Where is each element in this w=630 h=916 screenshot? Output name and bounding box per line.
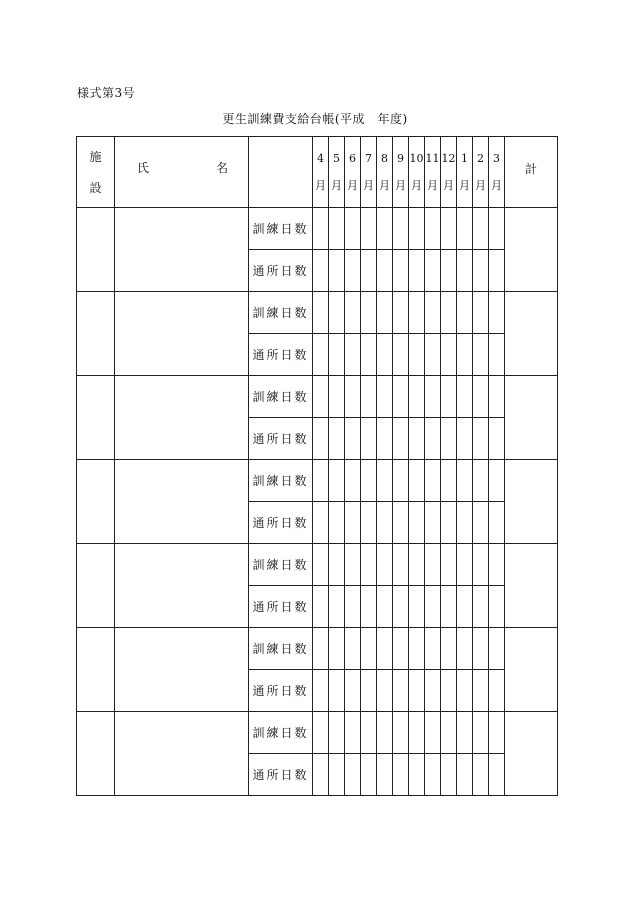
month-value-cell[interactable] [457,418,473,460]
month-value-cell[interactable] [393,460,409,502]
month-value-cell[interactable] [473,334,489,376]
month-unit: 月 [315,178,326,192]
month-header [393,137,409,208]
facility-cell[interactable] [77,460,115,544]
facility-header-char: 設 [89,181,102,195]
month-value-cell[interactable] [313,418,329,460]
facility-cell[interactable] [77,544,115,628]
month-header [473,137,489,208]
row-label: 通所日数 [249,586,313,628]
month-value-cell[interactable] [489,250,505,292]
form-number: 様式第3号 [77,86,136,100]
month-value-cell[interactable] [409,712,425,754]
month-value-cell[interactable] [425,418,441,460]
name-cell[interactable] [115,544,249,628]
month-value-cell[interactable] [457,334,473,376]
ledger-table [76,136,558,796]
month-value-cell[interactable] [393,292,409,334]
month-value-cell[interactable] [473,754,489,796]
month-unit: 月 [475,178,486,192]
category-header [249,137,313,208]
month-value-cell[interactable] [425,712,441,754]
month-value-cell[interactable] [361,502,377,544]
month-value-cell[interactable] [441,544,457,586]
month-value-cell[interactable] [441,250,457,292]
month-value-cell[interactable] [409,292,425,334]
month-value-cell[interactable] [345,754,361,796]
name-cell[interactable] [115,712,249,796]
month-value-cell[interactable] [361,586,377,628]
month-value-cell[interactable] [441,628,457,670]
name-cell[interactable] [115,208,249,292]
month-unit: 月 [347,178,358,192]
month-value-cell[interactable] [313,460,329,502]
month-value-cell[interactable] [329,418,345,460]
month-unit: 月 [331,178,342,192]
facility-cell[interactable] [77,712,115,796]
record-row-training-days [77,460,558,502]
row-label: 訓練日数 [249,376,313,418]
month-value-cell[interactable] [313,712,329,754]
month-value-cell[interactable] [345,250,361,292]
month-value-cell[interactable] [425,292,441,334]
month-value-cell[interactable] [473,460,489,502]
month-value-cell[interactable] [345,586,361,628]
month-value-cell[interactable] [489,628,505,670]
month-value-cell[interactable] [489,208,505,250]
month-unit: 月 [427,178,438,192]
month-value-cell[interactable] [329,670,345,712]
month-number: 6 [349,151,356,165]
month-number: 9 [397,151,404,165]
month-value-cell[interactable] [473,544,489,586]
month-value-cell[interactable] [457,754,473,796]
month-value-cell[interactable] [473,376,489,418]
month-number: 7 [365,151,372,165]
month-value-cell[interactable] [329,460,345,502]
facility-cell[interactable] [77,208,115,292]
month-value-cell[interactable] [313,208,329,250]
month-value-cell[interactable] [361,754,377,796]
month-value-cell[interactable] [393,754,409,796]
month-value-cell[interactable] [409,754,425,796]
month-number: 10 [409,151,424,165]
month-value-cell[interactable] [393,376,409,418]
month-header [345,137,361,208]
month-value-cell[interactable] [377,334,393,376]
month-value-cell[interactable] [377,502,393,544]
month-value-cell[interactable] [377,208,393,250]
month-value-cell[interactable] [457,628,473,670]
month-value-cell[interactable] [457,502,473,544]
month-value-cell[interactable] [313,544,329,586]
month-value-cell[interactable] [345,628,361,670]
total-cell[interactable] [505,544,558,628]
name-cell[interactable] [115,460,249,544]
month-unit: 月 [395,178,406,192]
total-cell[interactable] [505,628,558,712]
month-value-cell[interactable] [393,670,409,712]
month-value-cell[interactable] [345,292,361,334]
month-value-cell[interactable] [361,544,377,586]
month-number: 1 [461,151,468,165]
month-value-cell[interactable] [361,418,377,460]
month-header [329,137,345,208]
month-value-cell[interactable] [409,418,425,460]
month-value-cell[interactable] [425,250,441,292]
month-unit: 月 [363,178,374,192]
month-value-cell[interactable] [345,670,361,712]
month-value-cell[interactable] [425,754,441,796]
total-cell[interactable] [505,376,558,460]
month-value-cell[interactable] [409,670,425,712]
month-value-cell[interactable] [345,376,361,418]
month-header [425,137,441,208]
month-value-cell[interactable] [473,208,489,250]
name-cell[interactable] [115,292,249,376]
month-value-cell[interactable] [425,628,441,670]
month-header [377,137,393,208]
row-label: 訓練日数 [249,208,313,250]
month-header [489,137,505,208]
month-value-cell[interactable] [409,334,425,376]
month-value-cell[interactable] [345,502,361,544]
month-value-cell[interactable] [489,376,505,418]
month-value-cell[interactable] [313,628,329,670]
month-value-cell[interactable] [377,376,393,418]
row-label: 訓練日数 [249,712,313,754]
month-header [441,137,457,208]
month-value-cell[interactable] [489,502,505,544]
month-value-cell[interactable] [473,670,489,712]
month-value-cell[interactable] [393,418,409,460]
month-number: 2 [477,151,484,165]
row-label: 訓練日数 [249,628,313,670]
month-value-cell[interactable] [345,418,361,460]
month-value-cell[interactable] [489,418,505,460]
facility-cell[interactable] [77,292,115,376]
month-value-cell[interactable] [313,670,329,712]
month-value-cell[interactable] [441,460,457,502]
month-value-cell[interactable] [425,334,441,376]
total-header [505,137,558,208]
month-value-cell[interactable] [409,628,425,670]
month-value-cell[interactable] [377,628,393,670]
month-value-cell[interactable] [441,334,457,376]
month-value-cell[interactable] [441,754,457,796]
month-value-cell[interactable] [425,376,441,418]
month-value-cell[interactable] [393,628,409,670]
total-header-label: 計 [524,161,537,176]
month-value-cell[interactable] [377,544,393,586]
month-value-cell[interactable] [313,250,329,292]
month-number: 12 [441,151,456,165]
month-value-cell[interactable] [457,670,473,712]
month-value-cell[interactable] [489,334,505,376]
month-value-cell[interactable] [441,376,457,418]
month-value-cell[interactable] [329,250,345,292]
month-value-cell[interactable] [441,208,457,250]
record-row-training-days [77,628,558,670]
month-value-cell[interactable] [425,670,441,712]
month-value-cell[interactable] [377,670,393,712]
month-value-cell[interactable] [441,292,457,334]
name-cell[interactable] [115,628,249,712]
name-cell[interactable] [115,376,249,460]
month-value-cell[interactable] [457,460,473,502]
month-header [313,137,329,208]
month-number: 4 [317,151,324,165]
month-number: 3 [493,151,500,165]
month-value-cell[interactable] [361,712,377,754]
month-value-cell[interactable] [489,292,505,334]
row-label: 訓練日数 [249,460,313,502]
name-header-char: 氏 [137,160,150,175]
month-value-cell[interactable] [409,544,425,586]
month-value-cell[interactable] [473,712,489,754]
month-unit: 月 [443,178,454,192]
month-value-cell[interactable] [473,502,489,544]
facility-cell[interactable] [77,628,115,712]
month-value-cell[interactable] [441,502,457,544]
month-number: 5 [333,151,340,165]
month-unit: 月 [491,178,502,192]
month-value-cell[interactable] [313,376,329,418]
month-value-cell[interactable] [473,586,489,628]
month-value-cell[interactable] [377,250,393,292]
header-row [77,137,558,208]
record-row-training-days [77,376,558,418]
month-value-cell[interactable] [457,712,473,754]
record-row-training-days [77,544,558,586]
row-label: 訓練日数 [249,292,313,334]
month-unit: 月 [459,178,470,192]
month-value-cell[interactable] [361,292,377,334]
month-value-cell[interactable] [393,250,409,292]
month-value-cell[interactable] [329,502,345,544]
month-value-cell[interactable] [329,376,345,418]
name-header-char: 名 [215,160,228,175]
name-header [115,137,249,208]
month-value-cell[interactable] [409,250,425,292]
month-value-cell[interactable] [329,754,345,796]
month-unit: 月 [411,178,422,192]
total-cell[interactable] [505,292,558,376]
month-value-cell[interactable] [361,334,377,376]
month-value-cell[interactable] [425,544,441,586]
month-value-cell[interactable] [361,250,377,292]
month-value-cell[interactable] [361,208,377,250]
month-value-cell[interactable] [457,250,473,292]
month-value-cell[interactable] [473,418,489,460]
month-value-cell[interactable] [457,586,473,628]
record-row-training-days [77,292,558,334]
month-value-cell[interactable] [425,208,441,250]
month-value-cell[interactable] [409,502,425,544]
month-value-cell[interactable] [393,712,409,754]
total-cell[interactable] [505,208,558,292]
month-value-cell[interactable] [329,544,345,586]
month-value-cell[interactable] [313,586,329,628]
month-value-cell[interactable] [489,586,505,628]
month-value-cell[interactable] [313,334,329,376]
month-value-cell[interactable] [457,292,473,334]
month-value-cell[interactable] [313,502,329,544]
month-value-cell[interactable] [377,460,393,502]
month-value-cell[interactable] [393,586,409,628]
month-value-cell[interactable] [409,460,425,502]
month-value-cell[interactable] [441,418,457,460]
month-value-cell[interactable] [473,628,489,670]
month-value-cell[interactable] [457,376,473,418]
month-value-cell[interactable] [329,208,345,250]
total-cell[interactable] [505,712,558,796]
month-header [457,137,473,208]
month-value-cell[interactable] [393,502,409,544]
month-value-cell[interactable] [329,712,345,754]
month-value-cell[interactable] [361,670,377,712]
month-value-cell[interactable] [345,712,361,754]
month-value-cell[interactable] [377,292,393,334]
month-value-cell[interactable] [313,754,329,796]
month-value-cell[interactable] [409,586,425,628]
month-value-cell[interactable] [361,376,377,418]
month-value-cell[interactable] [345,460,361,502]
row-label: 通所日数 [249,670,313,712]
month-value-cell[interactable] [441,712,457,754]
month-value-cell[interactable] [409,376,425,418]
month-value-cell[interactable] [313,292,329,334]
month-value-cell[interactable] [377,754,393,796]
month-value-cell[interactable] [329,586,345,628]
month-value-cell[interactable] [457,544,473,586]
ledger-body [77,208,558,796]
month-number: 8 [381,151,388,165]
month-value-cell[interactable] [393,334,409,376]
month-value-cell[interactable] [441,586,457,628]
month-header [361,137,377,208]
month-value-cell[interactable] [489,712,505,754]
row-label: 通所日数 [249,334,313,376]
month-value-cell[interactable] [425,586,441,628]
month-value-cell[interactable] [393,544,409,586]
record-row-training-days [77,712,558,754]
month-value-cell[interactable] [345,544,361,586]
row-label: 訓練日数 [249,544,313,586]
facility-header [77,137,115,208]
month-value-cell[interactable] [345,208,361,250]
month-value-cell[interactable] [441,670,457,712]
month-value-cell[interactable] [425,460,441,502]
total-cell[interactable] [505,460,558,544]
month-value-cell[interactable] [361,628,377,670]
month-number: 11 [425,151,440,165]
month-value-cell[interactable] [489,754,505,796]
month-header [409,137,425,208]
month-value-cell[interactable] [393,208,409,250]
month-value-cell[interactable] [489,544,505,586]
record-row-training-days [77,208,558,250]
facility-cell[interactable] [77,376,115,460]
month-value-cell[interactable] [473,292,489,334]
month-value-cell[interactable] [329,628,345,670]
month-value-cell[interactable] [425,502,441,544]
row-label: 通所日数 [249,754,313,796]
month-value-cell[interactable] [329,292,345,334]
month-value-cell[interactable] [473,250,489,292]
facility-header-char: 施 [89,150,102,164]
month-value-cell[interactable] [409,208,425,250]
row-label: 通所日数 [249,502,313,544]
month-value-cell[interactable] [489,670,505,712]
month-value-cell[interactable] [457,208,473,250]
document-title: 更生訓練費支給台帳(平成 年度) [222,112,408,126]
row-label: 通所日数 [249,418,313,460]
month-unit: 月 [379,178,390,192]
month-value-cell[interactable] [329,334,345,376]
month-value-cell[interactable] [489,460,505,502]
month-value-cell[interactable] [345,334,361,376]
month-value-cell[interactable] [377,712,393,754]
row-label: 通所日数 [249,250,313,292]
month-value-cell[interactable] [377,586,393,628]
month-value-cell[interactable] [377,418,393,460]
month-value-cell[interactable] [361,460,377,502]
